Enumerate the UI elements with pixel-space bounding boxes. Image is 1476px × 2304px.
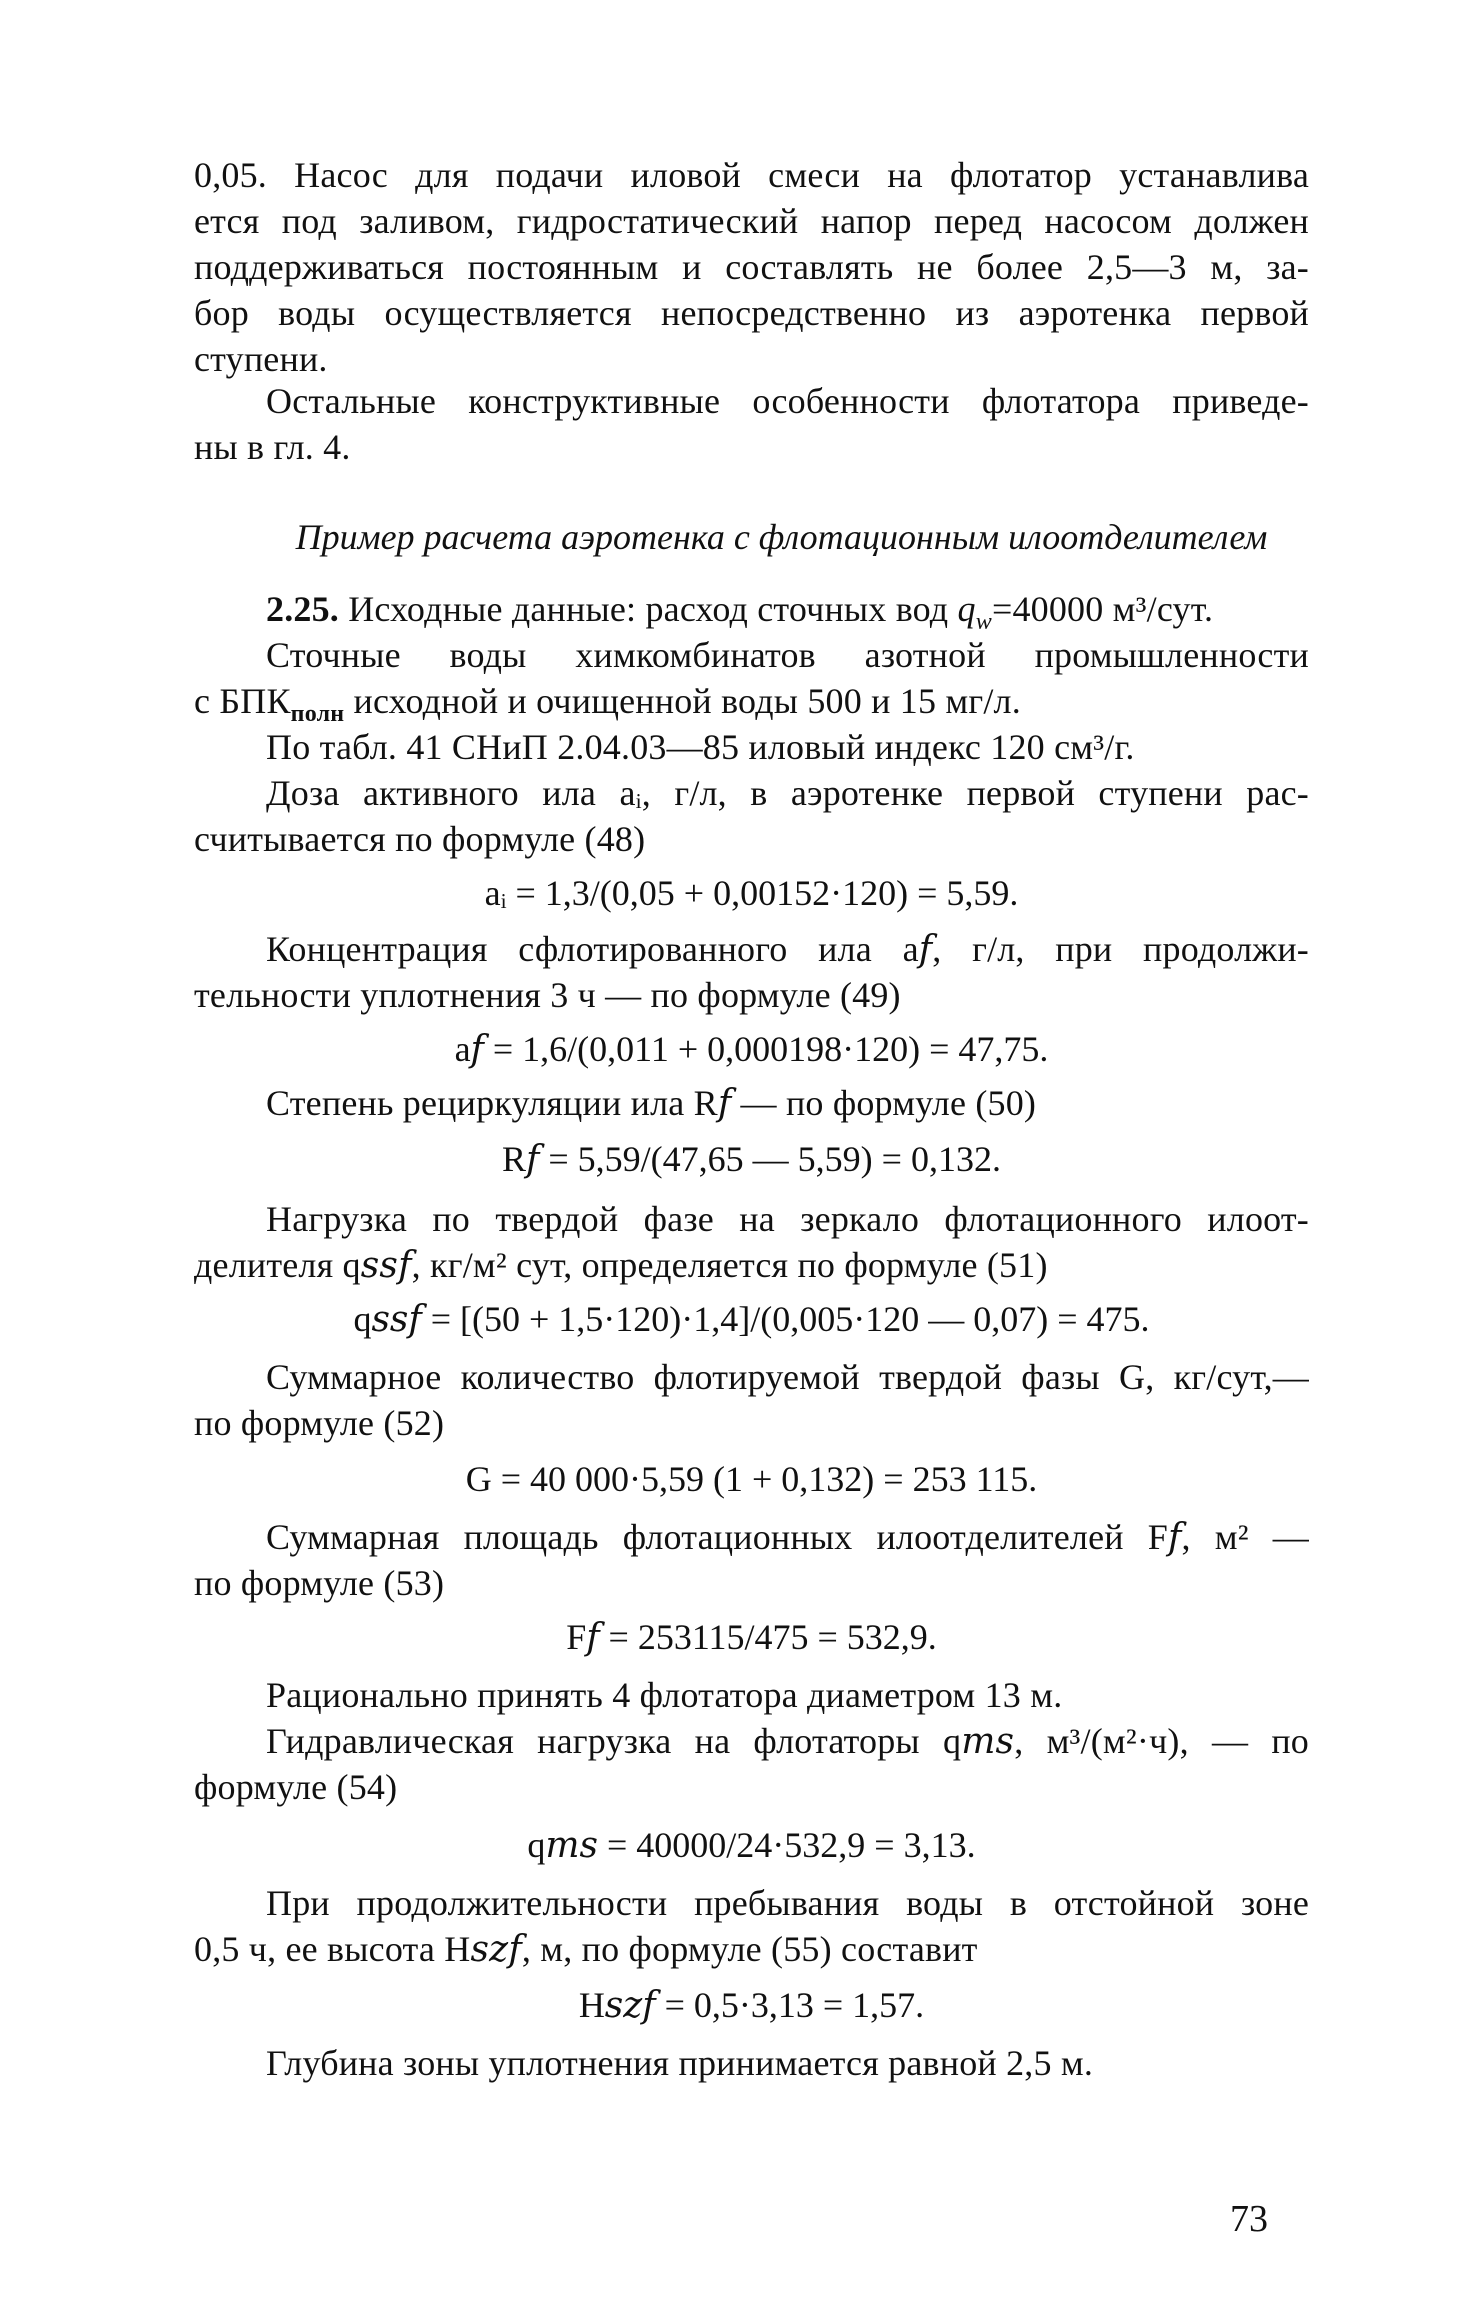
page-number: 73 — [1230, 2198, 1268, 2240]
text-line: Суммарное количество флотируемой твердой фазы G, кг/сут,— — [266, 1357, 1309, 1397]
text-line: ется под заливом, гидростатический напор перед насосом должен — [194, 201, 1309, 241]
text-line: Суммарная площадь флотационных илоотделителей F𝑓, м² — — [266, 1517, 1309, 1557]
formula: a𝑓 = 1,6/(0,011 + 0,000198·120) = 47,75. — [454, 1029, 1049, 1069]
formula: aᵢ = 1,3/(0,05 + 0,00152·120) = 5,59. — [484, 873, 1019, 913]
text-run: с БПК — [194, 681, 291, 721]
text-run: =40000 м³/сут. — [991, 589, 1214, 629]
formula: F𝑓 = 253115/475 = 532,9. — [566, 1617, 937, 1657]
text-run: исходной и очищенной воды 500 и 15 мг/л. — [353, 681, 1021, 721]
formula: q𝑚𝑠 = 40000/24·532,9 = 3,13. — [527, 1825, 976, 1865]
text-line: Сточные воды химкомбинатов азотной промышленности — [266, 635, 1309, 675]
text-line: считывается по формуле (48) — [194, 819, 646, 859]
text-line: По табл. 41 СНиП 2.04.03—85 иловый индекс 120 см³/г. — [266, 727, 1135, 767]
text-line: Нагрузка по твердой фазе на зеркало флотационного илоот- — [266, 1199, 1309, 1239]
text-line: тельности уплотнения 3 ч — по формуле (49) — [194, 975, 901, 1015]
text-line: Гидравлическая нагрузка на флотаторы q𝑚𝑠, м³/(м²·ч), — по — [266, 1721, 1309, 1761]
text-line: ступени. — [194, 339, 328, 379]
text-line: формуле (54) — [194, 1767, 398, 1807]
text-line: бор воды осуществляется непосредственно из аэротенка первой — [194, 293, 1309, 333]
text-line: Остальные конструктивные особенности флотатора приведе- — [266, 381, 1309, 421]
text-line: по формуле (52) — [194, 1403, 445, 1443]
text-line: Доза активного ила aᵢ, г/л, в аэротенке первой ступени рас- — [266, 773, 1309, 813]
text-line: Глубина зоны уплотнения принимается равной 2,5 м. — [266, 2043, 1094, 2083]
text-line: поддерживаться постоянным и составлять не более 2,5—3 м, за- — [194, 247, 1309, 287]
subscript: полн — [290, 701, 345, 728]
formula: H𝑠𝑧𝑓 = 0,5·3,13 = 1,57. — [578, 1985, 925, 2025]
text-line: делителя q𝑠𝑠𝑓, кг/м² сут, определяется по формуле (51) — [194, 1245, 1048, 1285]
text-line: ны в гл. 4. — [194, 427, 351, 467]
text-run: Исходные данные: расход сточных вод — [348, 589, 949, 629]
formula: R𝑓 = 5,59/(47,65 — 5,59) = 0,132. — [502, 1139, 1001, 1179]
formula: q𝑠𝑠𝑓 = [(50 + 1,5·120)·1,4]/(0,005·120 — 0,07) = 475. — [353, 1299, 1150, 1339]
paragraph-number: 2.25. — [266, 589, 339, 629]
formula: G = 40 000·5,59 (1 + 0,132) = 253 115. — [465, 1459, 1038, 1499]
subscript: w — [975, 609, 992, 636]
text-line: При продолжительности пребывания воды в отстойной зоне — [266, 1883, 1309, 1923]
variable: q — [957, 589, 976, 629]
text-line: 0,05. Насос для подачи иловой смеси на флотатор устанавлива — [194, 155, 1309, 195]
text-line: Рационально принять 4 флотатора диаметром 13 м. — [266, 1675, 1063, 1715]
section-heading: Пример расчета аэротенка с флотационным илоотделителем — [295, 517, 1268, 557]
text-line: 0,5 ч, ее высота H𝑠𝑧𝑓, м, по формуле (55) составит — [194, 1929, 978, 1969]
text-line: Степень рециркуляции ила R𝑓 — по формуле (50) — [266, 1083, 1037, 1123]
text-line: по формуле (53) — [194, 1563, 445, 1603]
text-line: Концентрация сфлотированного ила a𝑓, г/л, при продолжи- — [266, 929, 1309, 969]
